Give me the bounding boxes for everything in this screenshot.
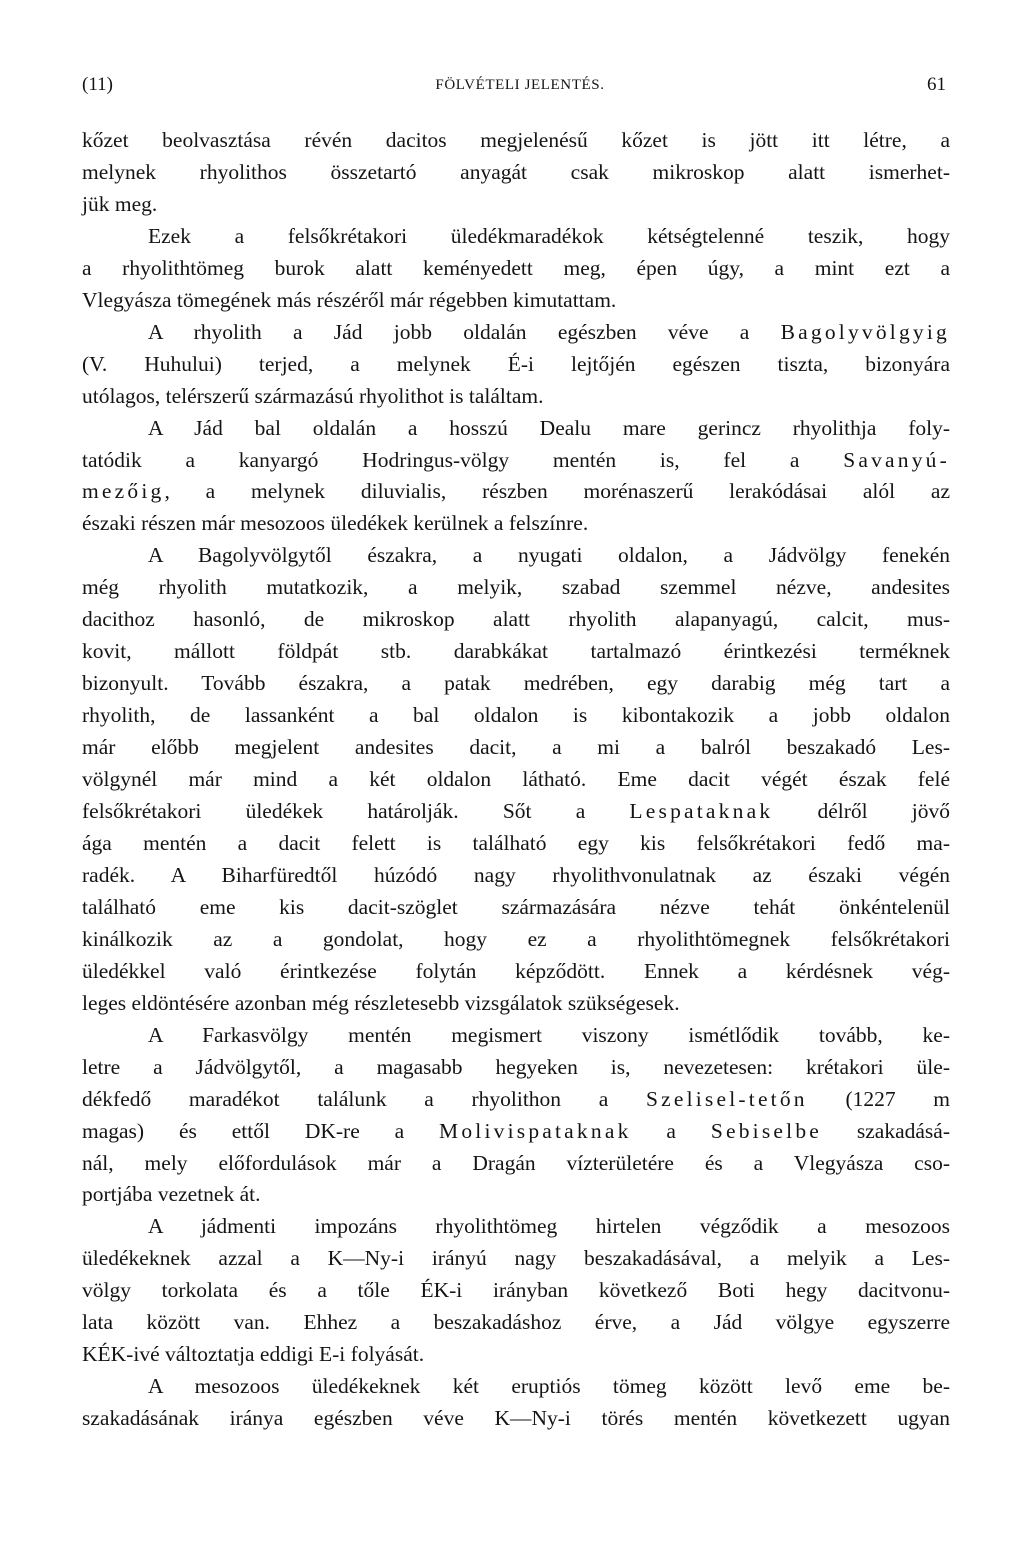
text-line [82, 1084, 950, 1116]
running-title: FÖLVÉTELI JELENTÉS. [435, 76, 605, 93]
body-text [82, 125, 950, 1435]
spaced-place-name: mezőig [82, 479, 165, 504]
text-segment: szakadásá- [822, 1118, 950, 1143]
text-line: utólagos, telérszerű származású rhyolithot is találtam. [82, 383, 544, 408]
text-line: A Bagolyvölgytől északra, a nyugati oldalon, a Jádvölgy fenekén [148, 543, 950, 568]
text-line: dacithoz hasonló, de mikroskop alatt rhyolith alapanyagú, calcit, mus- [82, 607, 950, 632]
spaced-place-name: Bagolyvölgyig [780, 319, 950, 344]
text-line: már előbb megjelent andesites dacit, a mi a balról beszakadó Les- [82, 735, 950, 760]
text-line: Vlegyásza tömegének más részéről már régebben kimutattam. [82, 287, 617, 312]
text-line: nál, mely előfordulások már a Dragán vízterületére és a Vlegyásza cso- [82, 1150, 950, 1175]
text-line [82, 476, 950, 508]
text-line: kőzet beolvasztása révén dacitos megjelenésű kőzet is jött itt létre, a [82, 128, 950, 152]
text-line: A mesozoos üledékeknek két eruptiós tömeg között levő eme be- [148, 1374, 950, 1399]
text-line: jük meg. [82, 191, 158, 216]
text-segment: délről jövő [773, 799, 950, 824]
text-line: A jádmenti impozáns rhyolithtömeg hirtelen végződik a mesozoos [148, 1214, 950, 1239]
text-line: található eme kis dacit-szöglet származására nézve tehát önkéntelenül [82, 894, 950, 919]
text-line: melynek rhyolithos összetartó anyagát csak mikroskop alatt ismerhet- [82, 159, 950, 184]
text-line: üledékeknek azzal a K—Ny-i irányú nagy beszakadásával, a melyik a Les- [82, 1246, 950, 1271]
text-line [82, 796, 950, 828]
text-line: ága mentén a dacit felett is található egy kis felsőkrétakori fedő ma- [82, 830, 950, 855]
text-line: völgy torkolata és a tőle ÉK-i irányban következő Boti hegy dacitvonu- [82, 1278, 950, 1303]
text-segment: tatódik a kanyargó Hodringus-völgy mentén is, fel a [82, 447, 844, 472]
text-line: lata között van. Ehhez a beszakadáshoz érve, a Jád völgye egyszerre [82, 1310, 950, 1335]
text-line: KÉK-ivé változtatja eddigi E-i folyását. [82, 1342, 425, 1367]
spaced-place-name: Lespataknak [629, 799, 774, 824]
text-line: radék. A Biharfüredtől húzódó nagy rhyolithvonulatnak az északi végén [82, 862, 950, 887]
text-line: kinálkozik az a gondolat, hogy ez a rhyolithtömegnek felsőkrétakori [82, 926, 950, 951]
spaced-place-name: Savanyú- [843, 447, 950, 472]
text-line: A Jád bal oldalán a hosszú Dealu mare gerincz rhyolithja foly- [148, 415, 950, 440]
spaced-place-name: Sebiselbe [710, 1118, 823, 1143]
text-line [82, 445, 950, 477]
text-segment: dékfedő maradékot találunk a rhyolithon a [82, 1086, 646, 1111]
text-line: még rhyolith mutatkozik, a melyik, szabad szemmel nézve, andesites [82, 575, 950, 600]
text-segment: , a melynek diluvialis, részben morénaszerű lerakódásai alól az [164, 479, 950, 504]
text-segment: A rhyolith a Jád jobb oldalán egészben véve a [148, 319, 781, 344]
text-segment: magas) és ettől DK-re a [82, 1118, 440, 1143]
text-line [82, 317, 950, 349]
text-segment: (1227 m [807, 1086, 950, 1111]
text-line: kovit, mállott földpát stb. darabkákat tartalmazó érintkezési terméknek [82, 639, 950, 664]
page-number: 61 [927, 74, 946, 95]
text-line: bizonyult. Tovább északra, a patak medrében, egy darabig még tart a [82, 671, 950, 696]
text-line: portjába vezetnek át. [82, 1182, 261, 1207]
text-line: letre a Jádvölgytől, a magasabb hegyeken is, nevezetesen: krétakori üle- [82, 1054, 950, 1079]
spaced-place-name: Szelisel-tetőn [645, 1086, 808, 1111]
text-line: a rhyolithtömeg burok alatt keményedett meg, épen úgy, a mint ezt a [82, 255, 950, 280]
spaced-place-name: Molivispataknak [439, 1118, 632, 1143]
text-line: A Farkasvölgy mentén megismert viszony ismétlődik tovább, ke- [148, 1022, 950, 1047]
text-line: leges eldöntésére azonban még részletesebb vizsgálatok szükségesek. [82, 990, 680, 1015]
text-line: üledékkel való érintkezése folytán képződött. Ennek a kérdésnek vég- [82, 958, 950, 983]
text-line: északi részen már mesozoos üledékek kerülnek a felszínre. [82, 511, 589, 536]
text-line: (V. Huhului) terjed, a melynek É-i lejtőjén egészen tiszta, bizonyára [82, 351, 950, 376]
text-line: Ezek a felsőkrétakori üledékmaradékok kétségtelenné teszik, hogy [148, 223, 950, 248]
text-line: rhyolith, de lassanként a bal oldalon is kibontakozik a jobb oldalon [82, 703, 950, 728]
text-line: szakadásának iránya egészben véve K—Ny-i törés mentén következett ugyan [82, 1406, 950, 1431]
chapter-number: (11) [82, 74, 113, 95]
text-line: völgynél már mind a két oldalon látható. Eme dacit végét észak felé [82, 767, 950, 792]
text-line [82, 1116, 950, 1148]
text-segment: felsőkrétakori üledékek határolják. Sőt a [82, 799, 630, 824]
running-header [82, 70, 946, 100]
text-segment: a [631, 1118, 711, 1143]
